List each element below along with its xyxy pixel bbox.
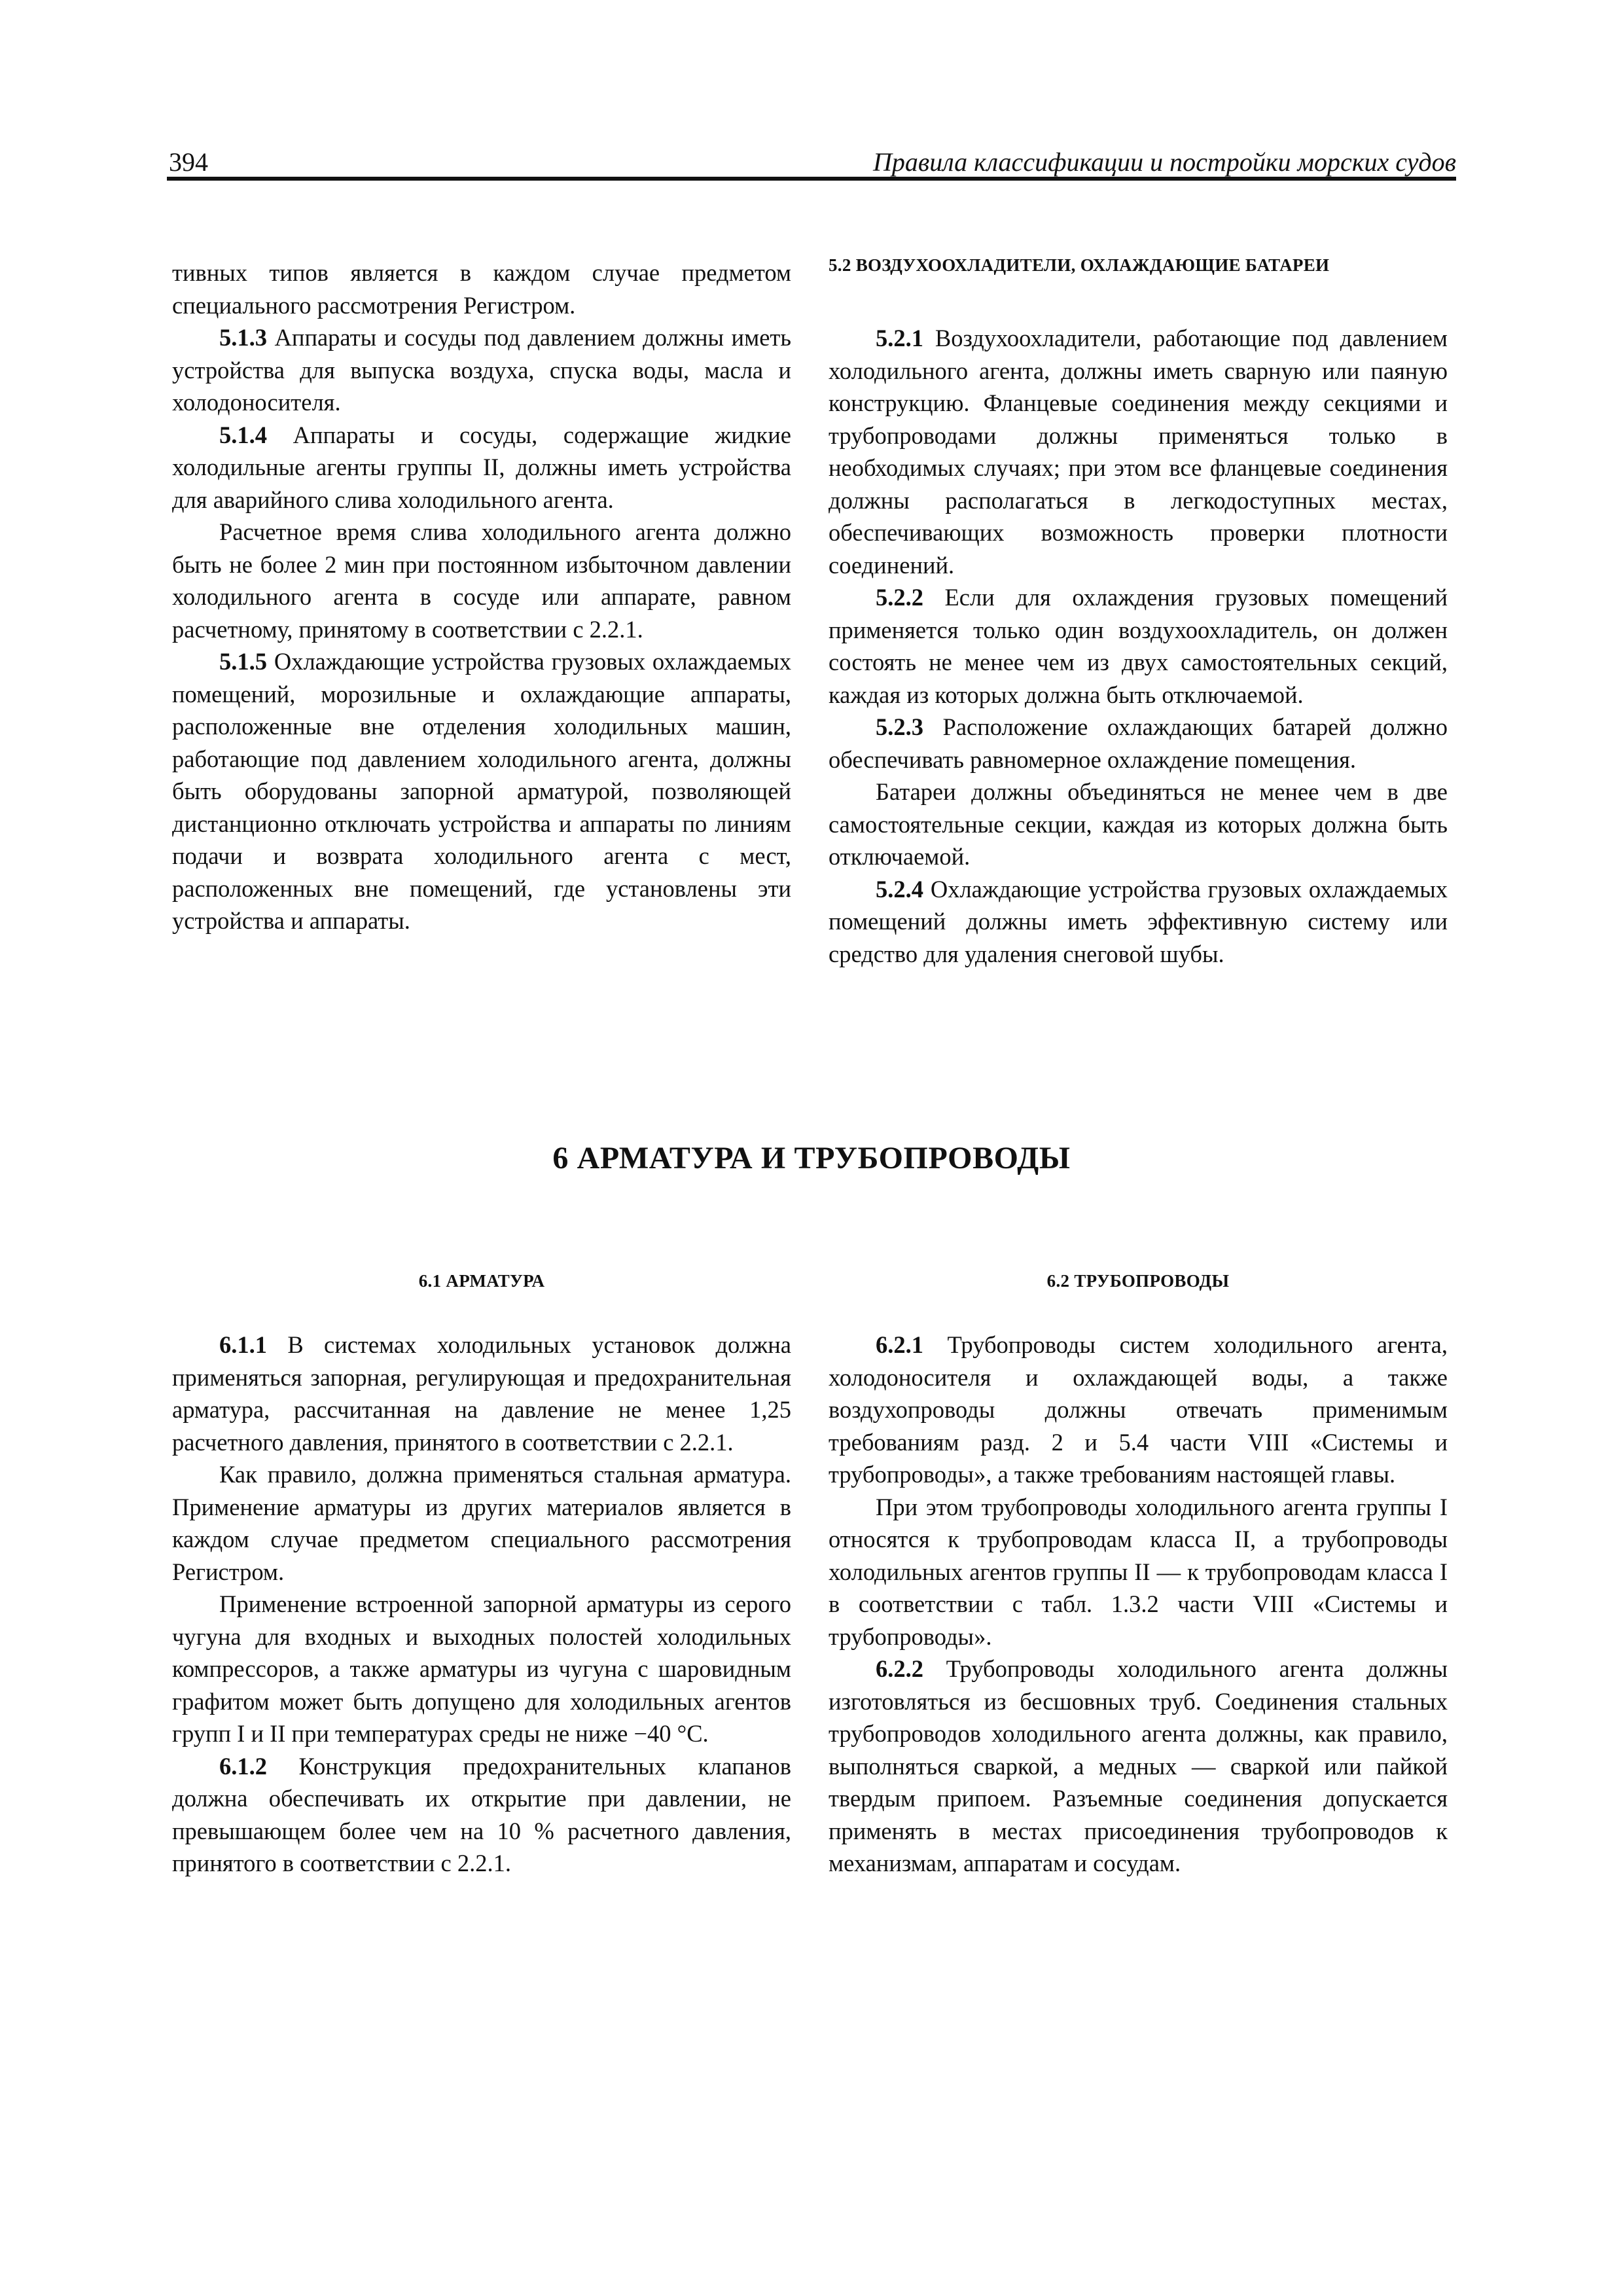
paragraph-text: Конструкция предохранительных клапанов должна обеспечивать их открытие при давлении, не превышающем более чем на 10 % расчетного давления, принятого в соответствии с 2.2.1. <box>172 1752 791 1876</box>
paragraph <box>829 1491 1448 1653</box>
paragraph-text: Трубопроводы холодильного агента должны изготовляться из бесшовных труб. Соединения стальных трубопроводов холодильного агента должны, как правило, выполняться сваркой, а медных — сваркой или пайкой твердым припоем. Разъемные соединения допускается применять в местах присоединения трубопроводов к механизмам, аппаратам и сосудам. <box>829 1655 1448 1876</box>
paragraph-text: Воздухоохладители, работающие под давлением холодильного агента, должны иметь сварную или паяную конструкцию. Фланцевые соединения между секциями и трубопроводами должны применяться только в необходимых случаях; при этом все фланцевые соединения должны располагаться в легкодоступных местах, обеспечивающих возможность проверки плотности соединений. <box>829 325 1448 579</box>
section-heading-6-2: 6.2 ТРУБОПРОВОДЫ <box>1046 1271 1230 1291</box>
paragraph-text: Аппараты и сосуды, содержащие жидкие холодильные агенты группы II, должны иметь устройства для аварийного слива холодильного агента. <box>172 421 791 513</box>
chapter-title: 6 АРМАТУРА И ТРУБОПРОВОДЫ <box>552 1141 1071 1175</box>
paragraph <box>172 257 791 321</box>
column-top-right <box>829 322 1448 970</box>
paragraph <box>829 711 1448 776</box>
page-number: 394 <box>169 147 208 177</box>
paragraph <box>172 1458 791 1588</box>
paragraph <box>172 1329 791 1458</box>
clause-number: 6.1.1 <box>219 1331 267 1358</box>
running-title: Правила классификации и постройки морских судов <box>872 147 1456 177</box>
paragraph-text: Если для охлаждения грузовых помещений применяется только один воздухоохладитель, он должен состоять не менее чем из двух самостоятельных секций, каждая из которых должна быть отключаемой. <box>829 584 1448 708</box>
column-top-left <box>172 257 791 937</box>
column-bottom-left <box>172 1329 791 1880</box>
paragraph-text: В системах холодильных установок должна применяться запорная, регулирующая и предохранительная арматура, рассчитанная на давление не менее 1,25 расчетного давления, принятого в соответствии с 2.2.1. <box>172 1331 791 1456</box>
paragraph-text: Охлаждающие устройства грузовых охлаждаемых помещений должны иметь эффективную систему или средство для удаления снеговой шубы. <box>829 875 1448 967</box>
paragraph <box>172 1588 791 1750</box>
paragraph-text: тивных типов является в каждом случае предметом специального рассмотрения Регистром. <box>172 259 791 319</box>
paragraph <box>829 776 1448 873</box>
paragraph <box>829 581 1448 711</box>
clause-number: 5.1.5 <box>219 648 267 675</box>
paragraph-text: Охлаждающие устройства грузовых охлаждаемых помещений, морозильные и охлаждающие аппараты, расположенные вне отделения холодильных машин, работающие под давлением холодильного агента, должны быть оборудованы запорной арматурой, позволяющей дистанционно отключать устройства и аппараты по линиям подачи и возврата холодильного агента с мест, расположенных вне помещений, где установлены эти устройства и аппараты. <box>172 648 791 934</box>
paragraph <box>829 322 1448 581</box>
running-header <box>167 145 1456 179</box>
paragraph-text: Батареи должны объединяться не менее чем в две самостоятельные секции, каждая из которых должна быть отключаемой. <box>829 778 1448 870</box>
column-bottom-right <box>829 1329 1448 1880</box>
clause-number: 5.2.4 <box>876 875 923 903</box>
paragraph <box>172 645 791 937</box>
clause-number: 5.1.3 <box>219 324 267 351</box>
clause-number: 6.2.1 <box>876 1331 923 1358</box>
clause-number: 5.2.3 <box>876 713 923 740</box>
paragraph <box>829 1653 1448 1880</box>
paragraph-text: Применение встроенной запорной арматуры из серого чугуна для входных и выходных полостей холодильных компрессоров, а также арматуры из чугуна с шаровидным графитом может быть допущено для холодильных агентов групп I и II при температурах среды не ниже −40 °С. <box>172 1590 791 1747</box>
section-heading-5-2: 5.2 ВОЗДУХООХЛАДИТЕЛИ, ОХЛАЖДАЮЩИЕ БАТАРЕИ <box>829 255 1330 275</box>
paragraph-text: Как правило, должна применяться стальная арматура. Применение арматуры из других материалов является в каждом случае предметом специального рассмотрения Регистром. <box>172 1461 791 1585</box>
paragraph-text: Расчетное время слива холодильного агента должно быть не более 2 мин при постоянном избыточном давлении холодильного агента в сосуде или аппарате, равном расчетному, принятому в соответствии с 2.2.1. <box>172 518 791 643</box>
paragraph-text: Трубопроводы систем холодильного агента, холодоносителя и охлаждающей воды, а также воздухопроводы должны отвечать применимым требованиям разд. 2 и 5.4 части VIII «Системы и трубопроводы», а также требованиям настоящей главы. <box>829 1331 1448 1488</box>
section-heading-6-1: 6.1 АРМАТУРА <box>418 1271 545 1291</box>
clause-number: 5.1.4 <box>219 421 267 448</box>
paragraph <box>172 1750 791 1880</box>
paragraph-text: Расположение охлаждающих батарей должно обеспечивать равномерное охлаждение помещения. <box>829 713 1448 773</box>
paragraph <box>829 1329 1448 1491</box>
clause-number: 6.2.2 <box>876 1655 923 1682</box>
clause-number: 5.2.2 <box>876 584 923 611</box>
clause-number: 6.1.2 <box>219 1752 267 1780</box>
paragraph <box>172 516 791 645</box>
paragraph-text: При этом трубопроводы холодильного агента группы I относятся к трубопроводам класса II, а трубопроводы холодильных агентов группы II — к трубопроводам класса I в соответствии с табл. 1.3.2 части VIII «Системы и трубопроводы». <box>829 1493 1448 1650</box>
header-rule <box>167 177 1456 181</box>
paragraph <box>172 419 791 516</box>
paragraph <box>172 321 791 419</box>
clause-number: 5.2.1 <box>876 325 923 351</box>
paragraph <box>829 873 1448 971</box>
paragraph-text: Аппараты и сосуды под давлением должны иметь устройства для выпуска воздуха, спуска воды, масла и холодоносителя. <box>172 324 791 416</box>
